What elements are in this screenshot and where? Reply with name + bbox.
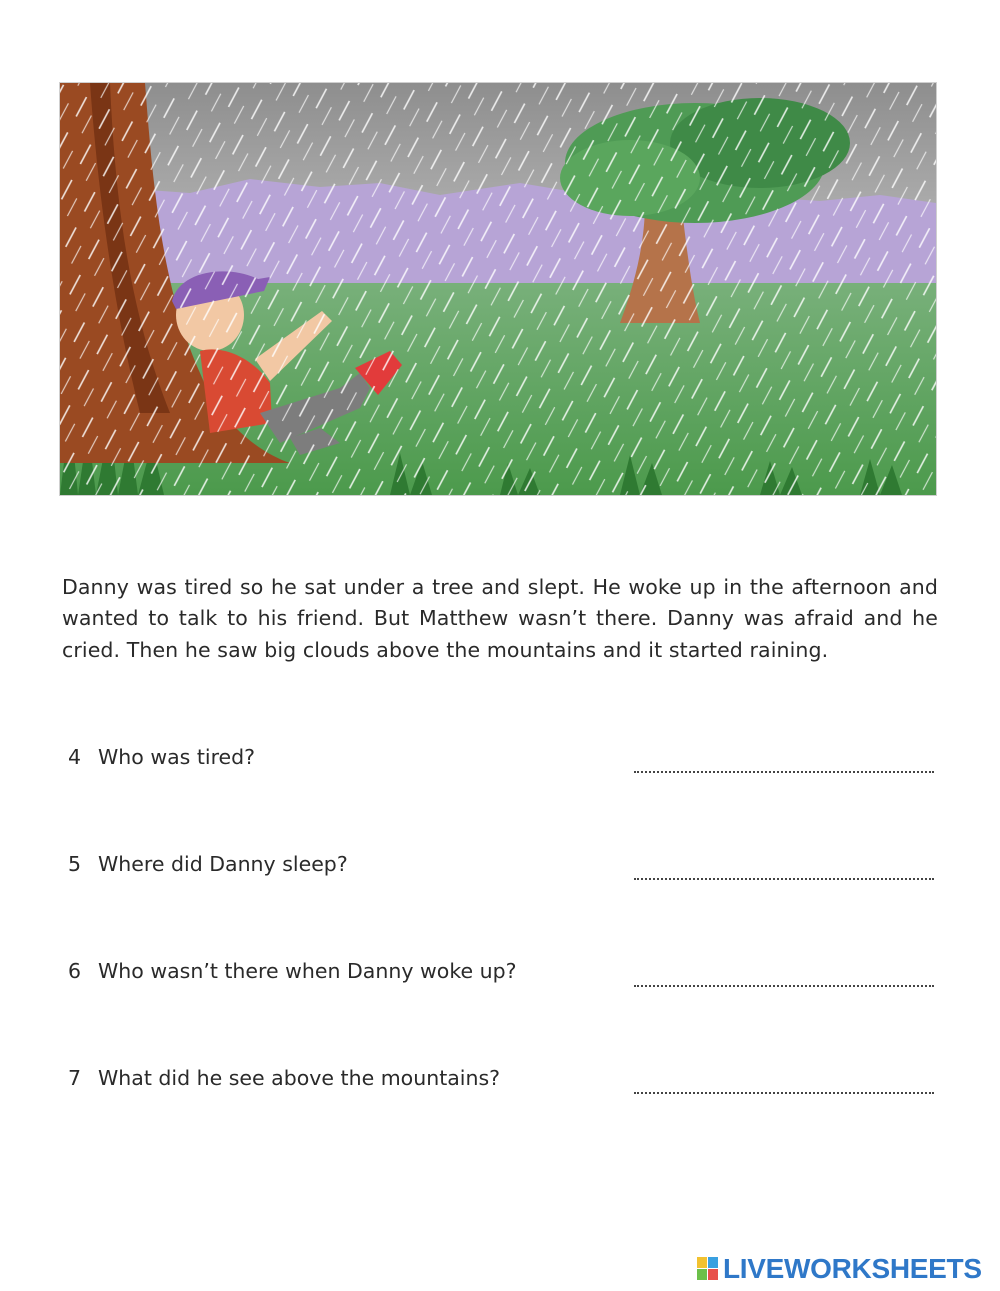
liveworksheets-brand[interactable] [697, 1253, 982, 1285]
question-text: Where did Danny sleep? [98, 852, 348, 876]
question-text: Who was tired? [98, 745, 256, 769]
question-text: Who wasn’t there when Danny woke up? [98, 959, 517, 983]
question-6 [68, 959, 936, 993]
answer-field[interactable] [634, 860, 934, 880]
liveworksheets-logo-icon [697, 1257, 719, 1281]
question-7 [68, 1066, 936, 1100]
question-number: 7 [68, 1066, 82, 1090]
question-5 [68, 852, 936, 886]
brand-name: LIVEWORKSHEETS [723, 1253, 982, 1284]
question-number: 5 [68, 852, 82, 876]
question-number: 6 [68, 959, 82, 983]
story-passage: Danny was tired so he sat under a tree and slept. He woke up in the afternoon and wanted to talk to his friend. But Matthew wasn’t there. Danny was afraid and he cried. Then he saw big clouds above the mountains and it started raining. [62, 574, 938, 662]
answer-field[interactable] [634, 967, 934, 987]
question-number: 4 [68, 745, 82, 769]
rain-scene-image [60, 83, 936, 495]
story-illustration [59, 82, 937, 496]
question-4 [68, 745, 936, 779]
question-text: What did he see above the mountains? [98, 1066, 501, 1090]
answer-field[interactable] [634, 753, 934, 773]
answer-field[interactable] [634, 1074, 934, 1094]
rain-overlay [60, 83, 936, 495]
